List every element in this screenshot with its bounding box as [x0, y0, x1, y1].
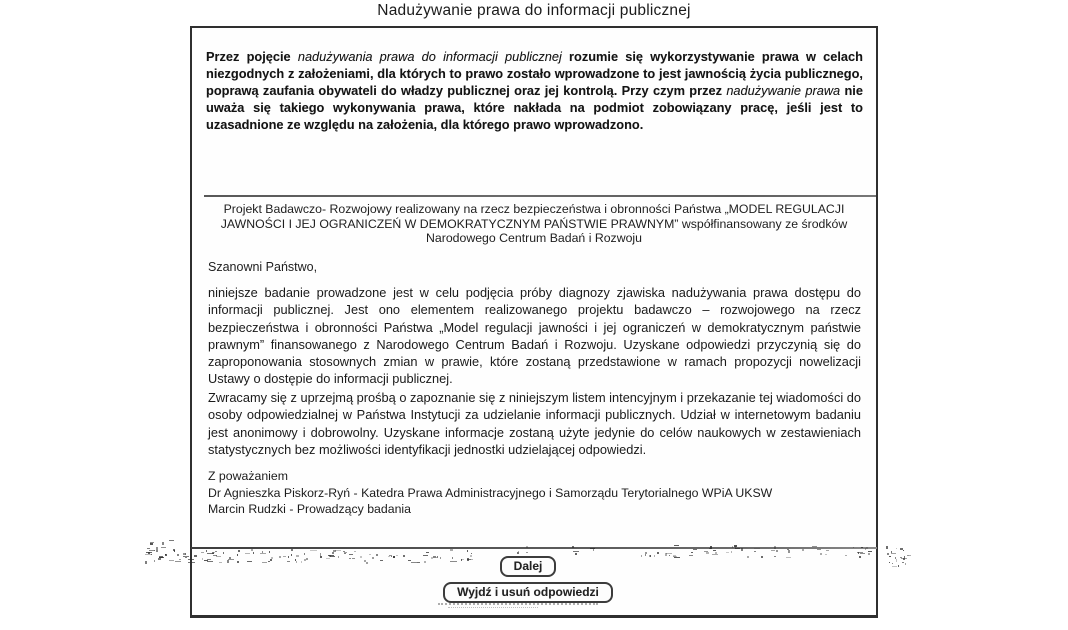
next-button[interactable]: Dalej [500, 556, 557, 577]
divider-line [204, 195, 876, 197]
document-frame [190, 26, 878, 618]
letter-paragraph-2: Zwracamy się z uprzejmą prośbą o zapoznanie się z niniejszym listem intencyjnym i przekazanie tej wiadomości do osoby odpowiedzialnej w Państwa Instytucji za udzielanie informacji publicznych. Udział w internetowym badaniu jest anonimowy i dobrowolny. Uzyskane informacje zostaną użyte jedynie do celów naukowych w zestawieniach statystycznych bez możliwości identyfikacji jednostki udzielającej odpowiedzi. [208, 390, 861, 457]
exit-button[interactable]: Wyjdź i usuń odpowiedzi [443, 582, 613, 603]
next-button-row [192, 556, 876, 577]
exit-button-row [192, 582, 876, 603]
intro-italic-term: nadużywanie prawa [726, 83, 841, 98]
intro-paragraph [206, 48, 863, 133]
intro-bold-segment: rozumie się wykorzystywanie prawa w celach niezgodnych z założeniami, dla których to prawo zostało wprowadzone to jest jawnością życia publicznego, poprawą zaufania obywateli do władzy publicznej oraz jej kontrolą. Przy czym przez [206, 49, 863, 98]
scan-residue-line [438, 603, 598, 605]
closing-phrase: Z poważaniem [208, 469, 288, 483]
scan-artifact-line [191, 547, 877, 549]
signature-block [208, 468, 861, 518]
letter-paragraph-1: niniejsze badanie prowadzone jest w celu podjęcia próby diagnozy zjawiska nadużywania prawa dostępu do informacji publicznej. Jest ono elementem realizowanego projektu badawczo – rozwojowego na rzecz bezpieczeństwa i obronności Państwa „Model regulacji jawności i jej ograniczeń w demokratycznym państwie prawnym” finansowanego z Narodowego Centrum Badań i Rozwoju. Uzyskane odpowiedzi przyczynią się do zaproponowania stosownych zmian w prawie, które zostaną przedstawione w ramach propozycji nowelizacji Ustawy o dostępie do informacji publicznej. [208, 285, 861, 387]
intro-bold-segment: Przez pojęcie [206, 49, 298, 64]
intro-italic-term: nadużywania prawa do informacji publicznej [297, 49, 562, 64]
project-funding-line: Projekt Badawczo- Rozwojowy realizowany na rzecz bezpieczeństwa i obronności Państwa „MODEL REGULACJI JAWNOŚCI I JEJ OGRANICZEŃ W DEMOKRATYCZNYM PAŃSTWIE PRAWNYM” współfinansowany ze środków Narodowego Centrum Badań i Rozwoju [220, 202, 848, 246]
signatory-line: Dr Agnieszka Piskorz-Ryń - Katedra Prawa Administracyjnego i Samorządu Terytorialnego WPiA UKSW [208, 485, 773, 500]
page-title: Nadużywanie prawa do informacji publicznej [377, 2, 691, 19]
signatory-line: Marcin Rudzki - Prowadzący badania [208, 502, 411, 516]
salutation: Szanowni Państwo, [208, 260, 318, 274]
intro-bold-segment: nie uważa się takiego wykonywania prawa, które nakłada na podmiot zobowiązany pracę, jeśli jest to uzasadnione ze względu na założenia, dla którego prawo wprowadzono. [206, 83, 863, 132]
